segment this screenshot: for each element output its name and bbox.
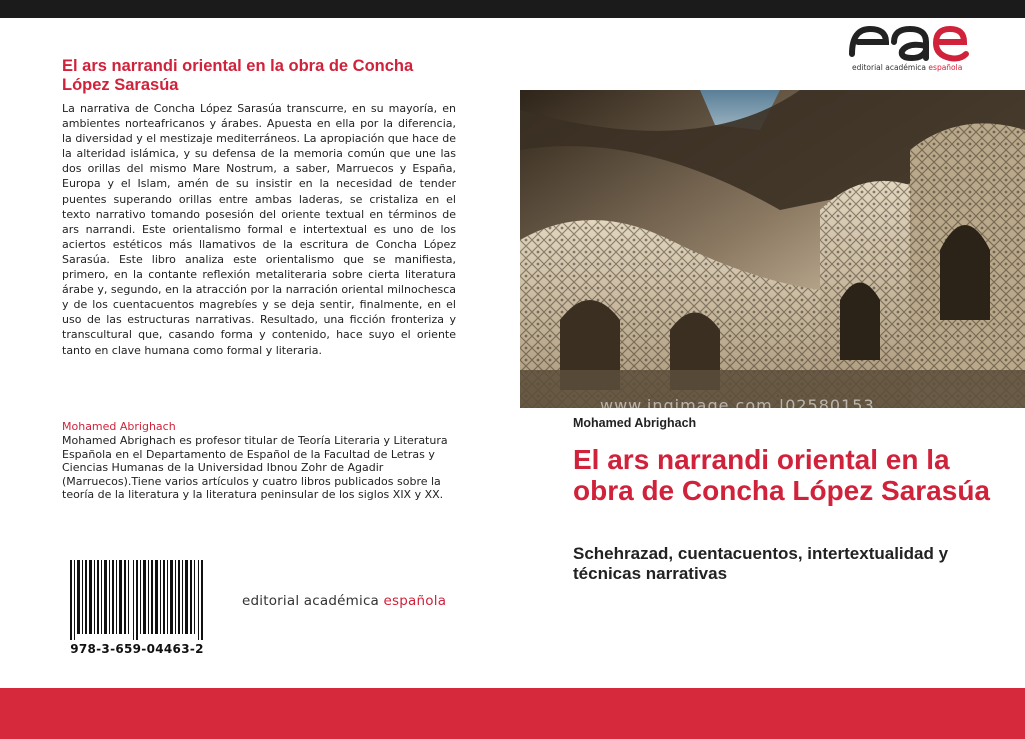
logo-caption-accent: española <box>928 63 963 72</box>
bottom-bar <box>0 688 1025 739</box>
moorish-arches-photo-icon <box>520 90 1025 408</box>
isbn-number: 978-3-659-04463-2 <box>70 642 204 656</box>
barcode-icon <box>62 560 212 640</box>
front-cover-title: El ars narrandi oriental en la obra de Concha López Sarasúa <box>573 444 990 506</box>
front-cover-subtitle: Schehrazad, cuentacuentos, intertextualidad y técnicas narrativas <box>573 544 949 583</box>
author-bio-name: Mohamed Abrighach <box>62 420 176 433</box>
back-publisher-name <box>242 593 446 609</box>
logo-caption <box>852 63 962 72</box>
back-cover-title: El ars narrandi oriental en la obra de Concha López Sarasúa <box>62 57 414 94</box>
top-bar <box>0 0 1025 18</box>
publisher-accent: española <box>383 593 447 609</box>
front-cover-author: Mohamed Abrighach <box>573 416 697 430</box>
logo-caption-main: editorial académica <box>852 63 927 72</box>
publisher-main: editorial académica <box>242 593 380 609</box>
author-bio-text: Mohamed Abrighach es profesor titular de Teoría Literaria y Literatura Española en el Departamento de Español de la Facultad de Letras y Ciencias Humanas de la Universidad Ibnou Zohr de Agadir (Marruecos).Tiene varios artículos y cuatro libros publicados sobre la teoría de la literatura y la literatura peninsular de los siglos XIX y XX. <box>62 434 448 502</box>
publisher-logo-icon <box>848 24 970 64</box>
photo-watermark: www.ingimage.com |02580153 <box>600 396 875 415</box>
back-cover-blurb: La narrativa de Concha López Sarasúa transcurre, en su mayoría, en ambientes norteafricanos y árabes. Apuesta en ella por la diferencia, la diversidad y el mestizaje mediterráneos. La apropiación que hace de la alteridad islámica, y su defensa de la memoria común que une las dos orillas del mismo Mare Nostrum, a saber, Marruecos y España, Europa y el Islam, amén de su insistir en la necesidad de tender puentes superando orillas entre ambas laderas, se cristaliza en el texto narrativo tomando posesión del oriente textual en términos de ars narrandi. Este orientalismo formal e intertextual es uno de los aciertos estéticos más llamativos de la escritura de Concha López Sarasúa. Este libro analiza este orientalismo que se manifiesta, primero, en la contante reflexión metaliteraria sobre cierta literatura árabe y, segundo, en la atracción por la narración oriental milnochesca y de los cuentacuentos magrebíes y se deja sentir, finalmente, en el uso de las estructuras narrativas. Resultado, una ficción fronteriza y transcultural que, casando forma y contenido, hace suyo el oriente tanto en clave humana como formal y literaria. <box>62 102 456 357</box>
